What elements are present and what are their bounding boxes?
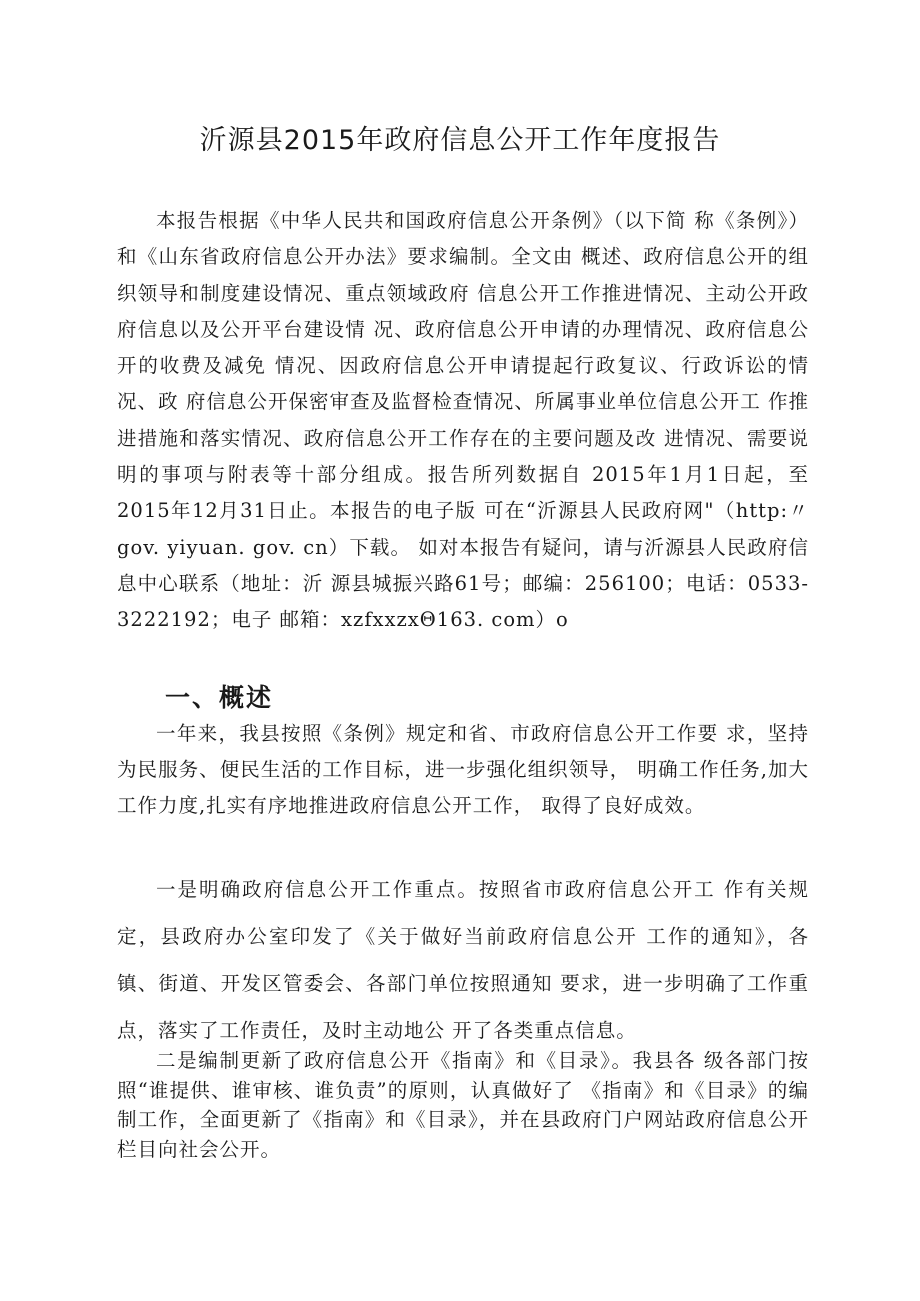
overview-paragraph: 一年来，我县按照《条例》规定和省、市政府信息公开工作要 求，坚持为民服务、便民生活的工作目标，进一步强化组织领导， 明确工作任务,加大工作力度,扎实有序地推进政府信息公开工作， 取得了良好成效。 xyxy=(117,722,809,817)
intro-paragraph: 本报告根据《中华人民共和国政府信息公开条例》（以下简 称《条例》）和《山东省政府信息公开办法》要求编制。全文由 概述、政府信息公开的组织领导和制度建设情况、重点领域政府 信息公开工作推进情况、主动公开政府信息以及公开平台建设情 况、政府信息公开申请的办理情况、政府信息公开的收费及减免 情况、因政府信息公开申请提起行政复议、行政诉讼的情况、政 府信息公开保密审查及监督检查情况、所属事业单位信息公开工 作推进措施和落实情况、政府信息公开工作存在的主要问题及改 进情况、需要说明的事项与附表等十部分组成。报告所列数据自 2015年1月1日起，至2015年12月31日止。本报告的电子版 可在“沂源县人民政府网"（http:〃gov. yiyuan. gov. cn）下载。 如对本报告有疑问，请与沂源县人民政府信息中心联系（地址：沂 源县城振兴路61号；邮编：256100；电话：0533-3222192；电子 邮箱：xzfxxzxΘ163. com）o xyxy=(117,209,809,632)
document-title: 沂源县2015年政府信息公开工作年度报告 xyxy=(199,125,721,156)
point-two-paragraph: 二是编制更新了政府信息公开《指南》和《目录》。我县各 级各部门按照“谁提供、谁审核、谁负责”的原则，认真做好了 《指南》和《目录》的编制工作，全面更新了《指南》和《目录》，并在县政府门户网站政府信息公开栏目向社会公开。 xyxy=(117,1049,809,1161)
section-heading-overview: 一、概述 xyxy=(165,683,274,712)
point-one-paragraph: 一是明确政府信息公开工作重点。按照省市政府信息公开工 作有关规定，县政府办公室印发了《关于做好当前政府信息公开 工作的通知》，各镇、街道、开发区管委会、各部门单位按照通知 要求，进一步明确了工作重点，落实了工作责任，及时主动地公 开了各类重点信息。 xyxy=(117,878,809,1042)
